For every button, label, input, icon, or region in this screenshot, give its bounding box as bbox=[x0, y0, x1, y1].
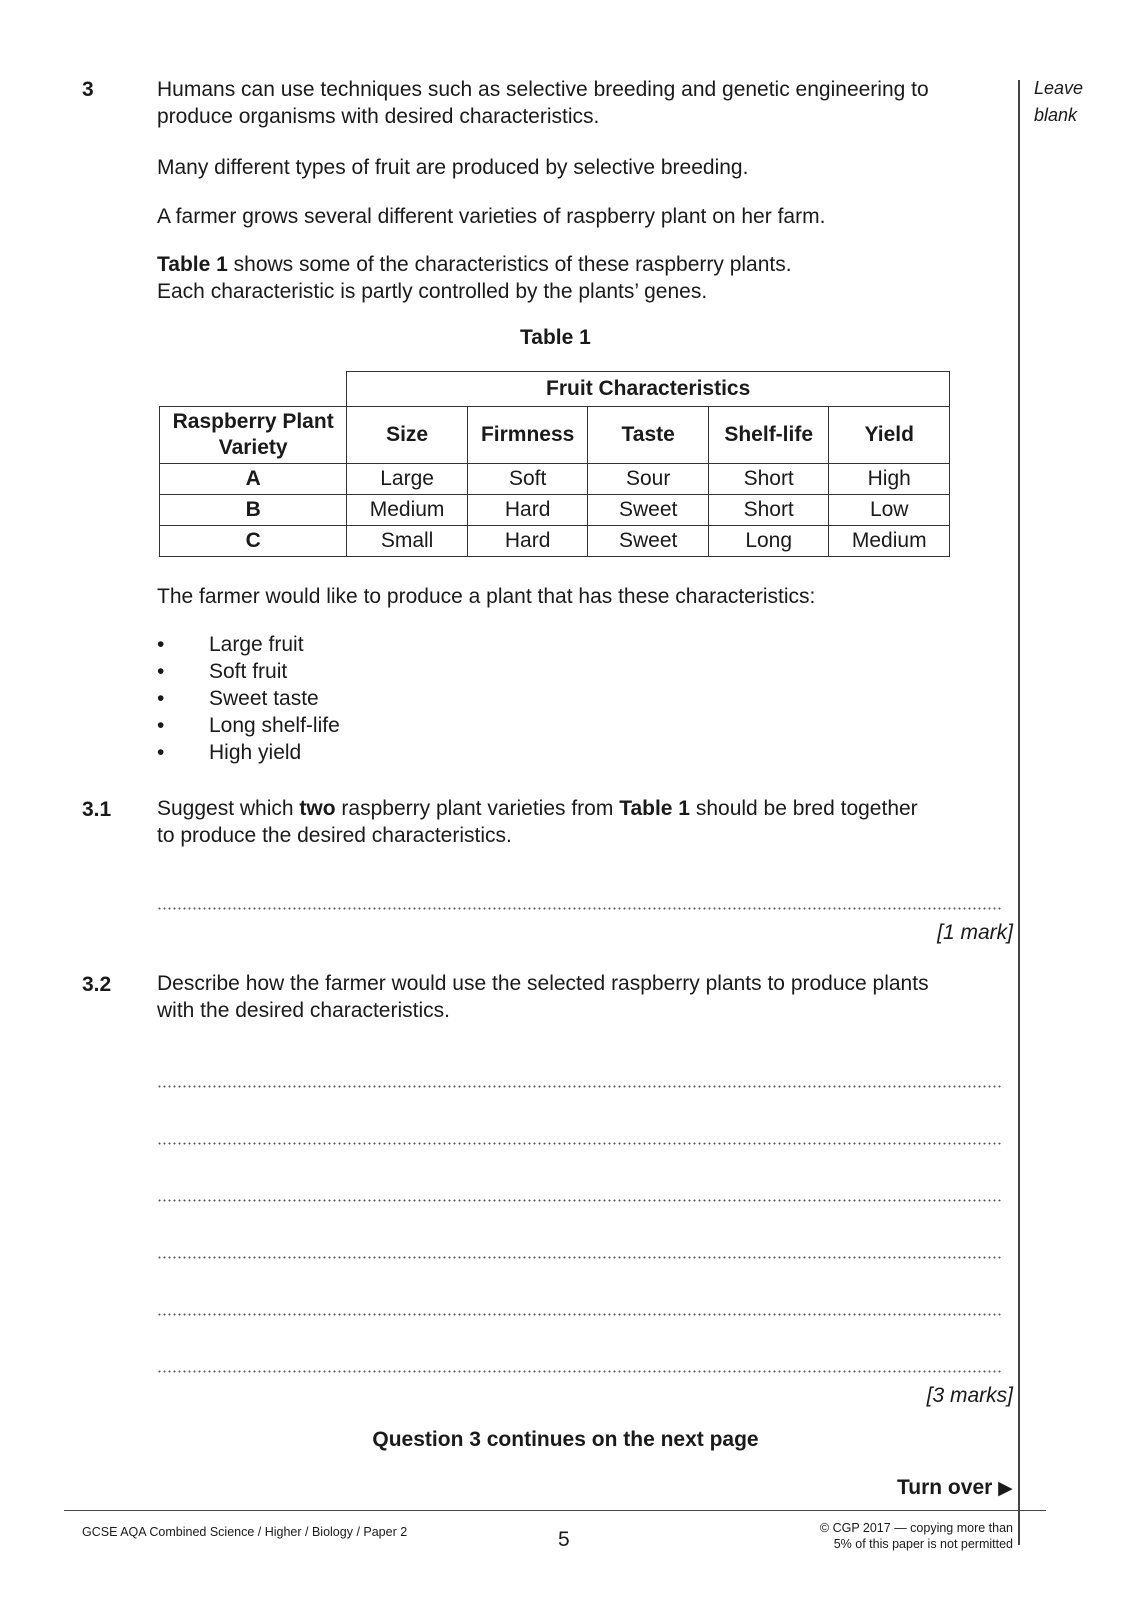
leave-blank-line-1: Leave bbox=[1034, 78, 1084, 98]
table-blank-cell bbox=[160, 372, 347, 407]
list-item-text: Large fruit bbox=[209, 633, 304, 656]
question-3-1-number: 3.1 bbox=[82, 798, 112, 821]
table-cell: Hard bbox=[467, 526, 588, 557]
q31-part1: Suggest which bbox=[157, 797, 300, 820]
characteristics-table bbox=[159, 371, 950, 557]
table-title: Table 1 bbox=[520, 326, 591, 349]
play-arrow-icon: ▶ bbox=[998, 1478, 1013, 1499]
question-3-2-line-1: Describe how the farmer would use the selected raspberry plants to produce plants bbox=[157, 972, 929, 995]
q31-bold-table: Table 1 bbox=[619, 797, 690, 820]
table-cell: Short bbox=[708, 464, 829, 495]
table-cell: Sweet bbox=[588, 526, 709, 557]
table-cell: Short bbox=[708, 495, 829, 526]
table-group-header-row bbox=[160, 372, 950, 407]
paragraph-4 bbox=[157, 251, 792, 305]
intro-paragraph bbox=[157, 76, 929, 130]
column-header-shelf-life: Shelf-life bbox=[708, 407, 829, 464]
list-item bbox=[157, 739, 340, 766]
variety-header-line-1: Raspberry Plant bbox=[172, 410, 334, 433]
question-3-1-text bbox=[157, 795, 918, 849]
intro-line-2: produce organisms with desired characteristics. bbox=[157, 105, 600, 128]
answer-line-3-2-a[interactable] bbox=[157, 1085, 1003, 1088]
bullet-icon: • bbox=[157, 687, 165, 710]
table-cell: Low bbox=[829, 495, 950, 526]
paragraph-4-line-1 bbox=[157, 251, 792, 278]
list-item-text: Sweet taste bbox=[209, 687, 319, 710]
footer-rule bbox=[64, 1510, 1046, 1511]
list-item bbox=[157, 658, 340, 685]
footer-copyright-line-1: © CGP 2017 — copying more than bbox=[819, 1521, 1013, 1535]
table-cell: Medium bbox=[829, 526, 950, 557]
footer-copyright bbox=[820, 1520, 1013, 1552]
column-header-firmness: Firmness bbox=[467, 407, 588, 464]
list-item bbox=[157, 712, 340, 739]
continues-note: Question 3 continues on the next page bbox=[372, 1428, 759, 1451]
answer-line-3-1[interactable] bbox=[157, 907, 1003, 910]
question-number: 3 bbox=[82, 78, 94, 101]
question-3-2-number: 3.2 bbox=[82, 973, 112, 996]
paragraph-3: A farmer grows several different varieties of raspberry plant on her farm. bbox=[157, 205, 826, 228]
leave-blank-label bbox=[1034, 75, 1083, 129]
table-cell: Hard bbox=[467, 495, 588, 526]
answer-line-3-2-d[interactable] bbox=[157, 1256, 1003, 1259]
question-3-2-text bbox=[157, 970, 929, 1024]
leave-blank-line-2: blank bbox=[1034, 105, 1078, 125]
table-cell: Medium bbox=[347, 495, 468, 526]
answer-line-3-2-f[interactable] bbox=[157, 1370, 1003, 1373]
table-cell: Soft bbox=[467, 464, 588, 495]
margin-rule bbox=[1018, 80, 1020, 1545]
paragraph-4-line-2: Each characteristic is partly controlled by the plants’ genes. bbox=[157, 280, 708, 303]
intro-line-1: Humans can use techniques such as selective breeding and genetic engineering to bbox=[157, 78, 929, 101]
list-item-text: High yield bbox=[209, 741, 302, 764]
table-cell: Sour bbox=[588, 464, 709, 495]
page-number: 5 bbox=[558, 1528, 570, 1551]
table-cell: Sweet bbox=[588, 495, 709, 526]
marks-3-2: [3 marks] bbox=[926, 1384, 1013, 1407]
table-cell: High bbox=[829, 464, 950, 495]
q31-bold-two: two bbox=[299, 797, 336, 820]
table-row bbox=[160, 495, 950, 526]
bullet-icon: • bbox=[157, 741, 165, 764]
marks-3-1: [1 mark] bbox=[937, 921, 1013, 944]
question-3-1-line-2: to produce the desired characteristics. bbox=[157, 824, 512, 847]
list-item-text: Long shelf-life bbox=[209, 714, 340, 737]
table-row bbox=[160, 526, 950, 557]
q31-part3: should be bred together bbox=[690, 797, 918, 820]
footer-course: GCSE AQA Combined Science / Higher / Biology / Paper 2 bbox=[82, 1525, 408, 1539]
q31-part2: raspberry plant varieties from bbox=[335, 797, 620, 820]
desired-characteristics-list bbox=[157, 631, 340, 766]
column-header-taste: Taste bbox=[588, 407, 709, 464]
answer-line-3-2-c[interactable] bbox=[157, 1199, 1003, 1202]
paragraph-4-rest: shows some of the characteristics of these raspberry plants. bbox=[227, 253, 792, 276]
bullet-icon: • bbox=[157, 714, 165, 737]
table-header-row bbox=[160, 407, 950, 464]
variety-header-line-2: Variety bbox=[218, 436, 288, 459]
table-cell: Large bbox=[347, 464, 468, 495]
column-header-yield: Yield bbox=[829, 407, 950, 464]
list-item bbox=[157, 631, 340, 658]
variety-cell: A bbox=[160, 464, 347, 495]
paragraph-2: Many different types of fruit are produced by selective breeding. bbox=[157, 156, 749, 179]
list-item bbox=[157, 685, 340, 712]
variety-cell: B bbox=[160, 495, 347, 526]
fruit-characteristics-header: Fruit Characteristics bbox=[347, 372, 950, 407]
list-item-text: Soft fruit bbox=[209, 660, 288, 683]
bullet-icon: • bbox=[157, 660, 165, 683]
bullet-icon: • bbox=[157, 633, 165, 656]
question-3-2-line-2: with the desired characteristics. bbox=[157, 999, 450, 1022]
table-ref-bold: Table 1 bbox=[157, 253, 228, 276]
footer-copyright-line-2: 5% of this paper is not permitted bbox=[833, 1537, 1013, 1551]
after-table-text: The farmer would like to produce a plant that has these characteristics: bbox=[157, 585, 816, 608]
table-row bbox=[160, 464, 950, 495]
answer-line-3-2-b[interactable] bbox=[157, 1142, 1003, 1145]
turn-over bbox=[897, 1476, 1013, 1500]
answer-line-3-2-e[interactable] bbox=[157, 1313, 1003, 1316]
variety-cell: C bbox=[160, 526, 347, 557]
turn-over-label: Turn over bbox=[897, 1476, 993, 1499]
table-cell: Long bbox=[708, 526, 829, 557]
question-3-1-line-1 bbox=[157, 795, 918, 822]
table-cell: Small bbox=[347, 526, 468, 557]
column-header-size: Size bbox=[347, 407, 468, 464]
variety-header bbox=[160, 407, 347, 464]
